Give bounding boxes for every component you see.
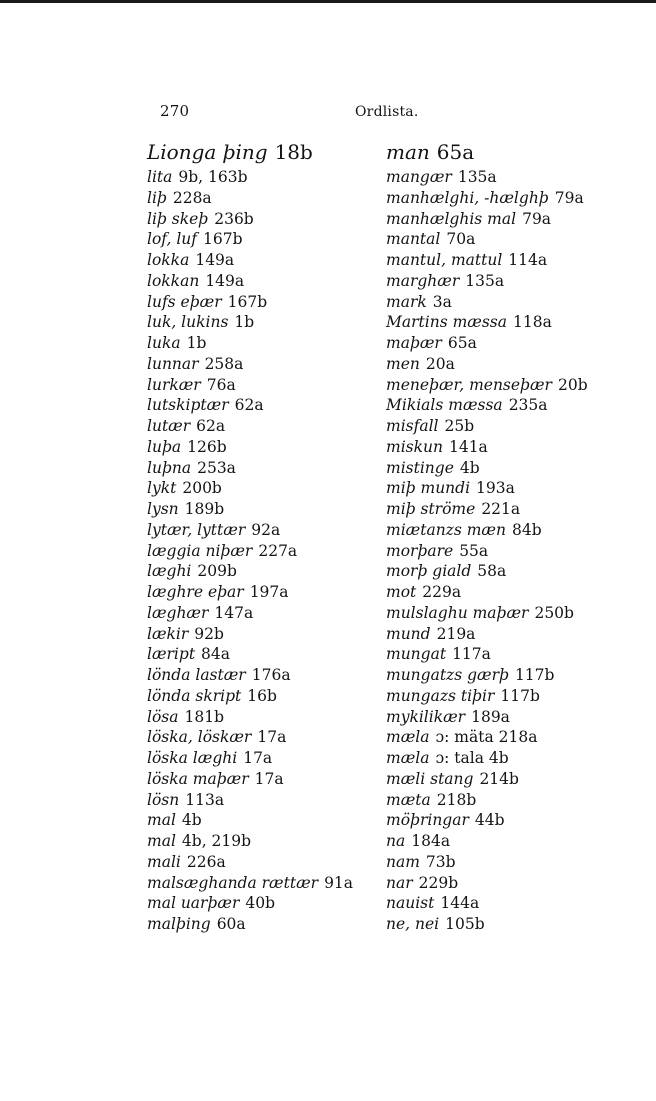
right-column [386,137,606,935]
entry-reference: 20a [425,354,455,373]
entry-reference: 189b [184,500,225,518]
entry-reference: 184a [411,832,451,850]
glossary-entry [147,229,367,250]
entry-reference: 4b [181,811,202,830]
entry-headword: lof, luf [147,230,198,249]
entry-headword: mæta [386,790,431,809]
entry-headword: mungazs tiþir [386,686,495,705]
entry-reference: 9b, 163b [178,168,248,186]
glossary-entry [147,582,367,603]
glossary-entry [147,665,367,686]
glossary-entry [386,167,606,188]
entry-headword: mot [386,583,417,601]
entry-reference: 227a [258,541,298,560]
entry-reference: 91a [324,873,354,892]
entry-headword: lösa [147,707,179,726]
glossary-entry [147,686,367,707]
glossary-entry [386,499,606,520]
entry-headword: mungatzs gærþ [386,666,509,684]
glossary-entry [386,831,606,852]
running-head: Ordlista. [355,104,419,120]
entry-headword: nar [386,873,413,892]
entry-reference: 167b [227,292,268,311]
glossary-entry [386,893,606,914]
glossary-entry [386,914,606,935]
entry-headword: læghre eþar [147,583,244,601]
entry-reference: 20b [557,375,588,394]
glossary-entry [147,769,367,790]
glossary-entry [386,333,606,354]
entry-reference: 1b [186,334,207,352]
entry-reference: 84a [201,645,231,664]
entry-headword: löska maþær [147,769,249,788]
entry-headword: læghær [147,603,209,622]
glossary-entry [386,707,606,728]
entry-headword: manhælghi, -hælghþ [386,188,549,207]
entry-reference: 176a [251,666,291,684]
glossary-entry [147,395,367,416]
entry-reference: 229b [418,873,459,892]
entry-headword: malþing [147,915,211,933]
entry-reference: 219a [436,624,476,643]
entry-headword: lutær [147,417,191,435]
glossary-entry [386,582,606,603]
entry-headword: luþna [147,458,192,477]
entry-headword: lönda lastær [147,666,246,684]
entry-headword: morþ giald [386,562,472,581]
entry-headword: miþ ströme [386,500,476,518]
entry-reference: 79a [554,188,584,207]
glossary-entry [386,520,606,541]
glossary-entry [386,188,606,209]
entry-headword: mæla [386,728,430,747]
entry-headword: mistinge [386,458,454,477]
glossary-entry [386,354,606,375]
entry-headword: luka [147,334,181,352]
entry-reference: 17a [243,749,273,767]
entry-reference: 17a [257,728,287,747]
entry-reference: 4b [459,458,480,477]
glossary-entry [386,292,606,313]
entry-headword: læggia niþær [147,541,253,560]
glossary-entry [386,229,606,250]
entry-reference: 113a [185,790,225,809]
entry-headword: malsæghanda rættær [147,873,319,892]
glossary-entry [386,852,606,873]
entry-reference: 62a [196,417,226,435]
glossary-entry [386,624,606,645]
glossary-entry [147,831,367,852]
entry-headword: mæla [386,749,430,767]
entry-reference: 76a [206,375,236,394]
entry-reference: 189a [471,707,510,726]
glossary-entry [147,375,367,396]
glossary-entry [147,790,367,811]
entry-headword: maþær [386,334,442,352]
entry-headword: mal [147,832,176,850]
entry-headword: lykt [147,479,177,498]
entry-reference: 258a [204,354,244,373]
entry-reference: 58a [477,562,507,581]
glossary-entry [386,375,606,396]
entry-headword: misfall [386,417,439,435]
glossary-entry [147,292,367,313]
entry-headword: mykilikær [386,707,466,726]
entry-headword: mantal [386,230,441,249]
entry-reference: 197a [249,583,289,601]
entry-reference: 218b [436,790,477,809]
glossary-entry [147,271,367,292]
glossary-entry [386,209,606,230]
entry-reference: 226a [186,852,226,871]
entry-headword: læript [147,645,196,664]
glossary-entry [386,873,606,894]
entry-headword: liþ [147,188,167,207]
glossary-entry [147,188,367,209]
entry-headword: na [386,832,406,850]
glossary-entry [386,541,606,562]
entry-headword: lufs eþær [147,292,222,311]
entry-headword: miskun [386,437,443,456]
entry-headword: mark [386,292,427,311]
entry-headword: lysn [147,500,179,518]
glossary-entry [147,561,367,582]
entry-reference: 79a [522,209,552,228]
glossary-entry [147,167,367,188]
entry-reference: 92a [251,520,281,539]
entry-headword: lutskiptær [147,396,229,415]
glossary-entry [386,458,606,479]
glossary-entry [147,644,367,665]
entry-reference: 117b [514,666,555,684]
entry-headword: lokka [147,251,190,269]
glossary-entry [147,727,367,748]
entry-headword: lösn [147,790,180,809]
glossary-entry [147,137,367,167]
entry-reference: 18b [274,140,313,164]
entry-headword: miþ mundi [386,479,471,498]
glossary-entry [386,312,606,333]
entry-reference: 135a [465,271,505,290]
entry-reference: 1b [234,313,255,332]
entry-reference: 117a [452,645,491,664]
glossary-entry [386,665,606,686]
entry-headword: möþringar [386,811,469,830]
entry-reference: 118a [513,313,552,332]
entry-reference: 70a [446,230,476,249]
entry-headword: mæli stang [386,769,474,788]
entry-reference: 229a [422,583,462,601]
entry-headword: liþ skeþ [147,209,209,228]
entry-reference: 193a [476,479,515,498]
glossary-entry [147,478,367,499]
glossary-entry [386,790,606,811]
glossary-entry [147,416,367,437]
entry-headword: löska, löskær [147,728,252,747]
entry-reference: ɔ: tala 4b [435,749,509,767]
entry-headword: Lionga þing [147,140,268,164]
glossary-entry [147,333,367,354]
entry-reference: 149a [205,271,245,290]
glossary-entry [147,914,367,935]
entry-reference: 144a [440,894,480,913]
entry-headword: miætanzs mæn [386,520,506,539]
entry-reference: 65a [436,140,475,164]
entry-reference: 250b [534,603,574,622]
entry-reference: 55a [459,541,489,560]
entry-headword: mantul, mattul [386,251,503,269]
entry-reference: 117b [500,686,540,705]
entry-reference: 135a [457,168,497,186]
entry-headword: mulslaghu maþær [386,603,529,622]
glossary-entry [147,250,367,271]
entry-headword: lytær, lyttær [147,520,246,539]
entry-headword: lönda skript [147,686,242,705]
entry-reference: 17a [254,769,284,788]
glossary-entry [386,769,606,790]
entry-reference: 149a [195,251,235,269]
entry-headword: man [386,140,430,164]
entry-headword: lækir [147,624,189,643]
entry-reference: 214b [479,769,519,788]
entry-headword: ne, nei [386,915,440,933]
entry-reference: 65a [447,334,477,352]
glossary-entry [386,727,606,748]
entry-headword: læghi [147,562,192,581]
glossary-entry [386,810,606,831]
entry-headword: meneþær, menseþær [386,375,552,394]
entry-headword: lunnar [147,354,199,373]
entry-headword: luk, lukins [147,313,229,332]
glossary-entry [147,312,367,333]
page-number: 270 [160,102,190,120]
left-column [147,137,367,935]
entry-reference: 228a [172,188,212,207]
entry-headword: men [386,354,420,373]
glossary-entry [147,893,367,914]
glossary-entry [147,209,367,230]
entry-reference: 3a [432,292,452,311]
entry-headword: nauist [386,894,435,913]
glossary-entry [386,271,606,292]
entry-reference: 73b [425,852,456,871]
entry-reference: 147a [214,603,254,622]
entry-headword: mali [147,852,181,871]
glossary-entry [386,395,606,416]
entry-headword: Mikials mæssa [386,396,503,415]
entry-reference: 114a [508,251,548,269]
glossary-entry [147,810,367,831]
glossary-entry [386,748,606,769]
glossary-entry [147,748,367,769]
entry-headword: mangær [386,168,452,186]
glossary-entry [386,437,606,458]
glossary-entry [147,707,367,728]
glossary-entry [386,137,606,167]
entry-headword: mal [147,811,176,830]
glossary-entry [147,499,367,520]
entry-reference: 62a [234,396,264,415]
entry-reference: 235a [508,396,548,415]
entry-reference: 253a [197,458,236,477]
entry-reference: 200b [182,479,222,498]
glossary-entry [386,478,606,499]
glossary-entry [147,437,367,458]
glossary-entry [386,603,606,624]
entry-headword: manhælghis mal [386,209,517,228]
entry-reference: 181b [184,707,224,726]
entry-headword: löska læghi [147,749,238,767]
entry-reference: 236b [214,209,254,228]
entry-headword: lita [147,168,173,186]
entry-reference: 84b [511,520,542,539]
glossary-entry [147,603,367,624]
glossary-entry [386,561,606,582]
entry-reference: ɔ: mäta 218a [435,728,538,747]
glossary-entry [147,852,367,873]
glossary-entry [386,250,606,271]
entry-headword: luþa [147,437,182,456]
entry-reference: 4b, 219b [181,832,252,850]
entry-headword: morþare [386,541,454,560]
entry-headword: nam [386,852,420,871]
entry-reference: 221a [481,500,521,518]
top-border-rule [0,0,656,3]
entry-headword: mungat [386,645,447,664]
entry-reference: 105b [445,915,485,933]
entry-reference: 141a [448,437,488,456]
glossary-entry [147,520,367,541]
glossary-entry [386,644,606,665]
entry-reference: 44b [474,811,505,830]
entry-headword: marghær [386,271,460,290]
entry-reference: 60a [216,915,246,933]
entry-reference: 16b [247,686,277,705]
glossary-entry [386,416,606,437]
entry-headword: mund [386,624,431,643]
glossary-entry [147,354,367,375]
entry-reference: 25b [444,417,475,435]
entry-headword: mal uarþær [147,894,240,913]
glossary-entry [147,541,367,562]
entry-reference: 209b [197,562,237,581]
entry-headword: lokkan [147,271,200,290]
entry-headword: lurkær [147,375,201,394]
glossary-entry [147,458,367,479]
entry-reference: 126b [187,437,227,456]
entry-reference: 167b [203,230,243,249]
entry-headword: Martins mæssa [386,313,507,332]
glossary-entry [386,686,606,707]
entry-reference: 40b [245,894,276,913]
glossary-entry [147,873,367,894]
entry-reference: 92b [194,624,224,643]
glossary-entry [147,624,367,645]
